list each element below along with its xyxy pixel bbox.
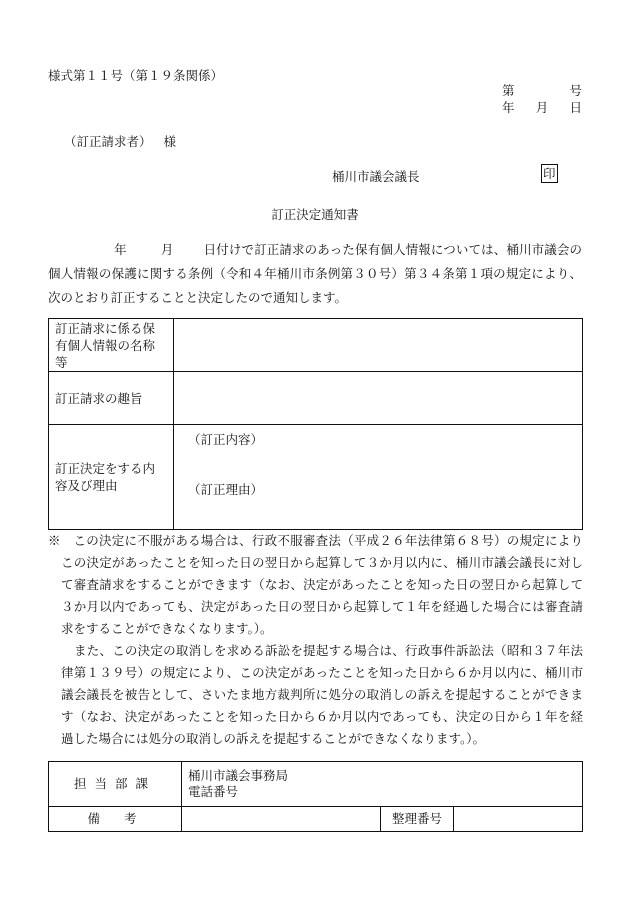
document-number-date bbox=[502, 82, 582, 116]
department-value bbox=[182, 762, 583, 807]
number-suffix: 号 bbox=[569, 83, 582, 98]
addressee-name: （訂正請求者） bbox=[64, 134, 152, 149]
phone-label: 電話番号 bbox=[188, 784, 239, 799]
department-name: 桶川市議会事務局 bbox=[188, 768, 289, 783]
body-paragraph bbox=[48, 238, 582, 310]
body-month: 月 bbox=[160, 242, 174, 257]
correction-reason-label: （訂正理由） bbox=[188, 482, 264, 497]
correction-table bbox=[48, 318, 583, 530]
remarks-value bbox=[182, 807, 381, 832]
seal-mark: 印 bbox=[543, 166, 556, 181]
table-row bbox=[49, 807, 583, 832]
department-label: 担当部課 bbox=[49, 762, 182, 807]
remarks-label: 備考 bbox=[49, 807, 182, 832]
reference-number-label: 整理番号 bbox=[381, 807, 454, 832]
footer-table bbox=[48, 761, 583, 832]
document-title: 訂正決定通知書 bbox=[271, 207, 359, 222]
body-year: 年 bbox=[114, 242, 127, 257]
reference-number-value bbox=[454, 807, 583, 832]
info-name-label: 訂正請求に係る保有個人情報の名称等 bbox=[49, 319, 174, 372]
info-name-value bbox=[174, 319, 583, 372]
issue-date bbox=[502, 99, 582, 116]
table-row bbox=[49, 762, 583, 807]
request-purpose-label: 訂正請求の趣旨 bbox=[49, 372, 174, 425]
notice bbox=[48, 530, 583, 750]
table-row bbox=[49, 372, 583, 425]
notice-paragraph-2: また、この決定の取消しを求める訴訟を提起する場合は、行政事件訴訟法（昭和３７年法律第１３９号）の規定により、この決定があったことを知った日から６か月以内に、桶川市議会議長を被告として、さいたま地方裁判所に処分の取消しの訴えを提起することができます（なお、決定があったことを知った日から６か月以内であっても、決定の日から１年を経過した場合には処分の取消しの訴えを提起することができなくなります。）。 bbox=[61, 643, 583, 746]
correction-content-label: （訂正内容） bbox=[188, 432, 264, 447]
document-number bbox=[502, 82, 582, 99]
date-year: 年 bbox=[502, 100, 515, 115]
date-day: 日 bbox=[569, 100, 582, 115]
addressee bbox=[64, 132, 176, 150]
notice-paragraph-1: ※ この決定に不服がある場合は、行政不服審査法（平成２６年法律第６８号）の規定によりこの決定があったことを知った日の翌日から起算して３か月以内に、桶川市議会議長に対して審査請求をすることができます（なお、決定があったことを知った日の翌日から起算して３か月以内であっても、決定があった日の翌日から起算して１年を経過した場合には審査請求をすることができなくなります。）。 bbox=[48, 533, 583, 636]
number-prefix: 第 bbox=[502, 83, 515, 98]
date-month: 月 bbox=[535, 100, 549, 115]
decision-value bbox=[174, 425, 583, 530]
body-text: 日付けで訂正請求のあった保有個人情報については、桶川市議会の個人情報の保護に関する条例（令和４年桶川市条例第３０号）第３４条第１項の規定により、次のとおり訂正することと決定したので通知します。 bbox=[48, 242, 582, 305]
sender-name: 桶川市議会議長 bbox=[332, 169, 420, 184]
decision-label: 訂正決定をする内容及び理由 bbox=[49, 425, 174, 530]
table-row bbox=[49, 425, 583, 530]
table-row bbox=[49, 319, 583, 372]
addressee-honorific: 様 bbox=[163, 134, 177, 149]
request-purpose-value bbox=[174, 372, 583, 425]
form-id: 様式第１１号（第１９条関係） bbox=[48, 68, 224, 83]
